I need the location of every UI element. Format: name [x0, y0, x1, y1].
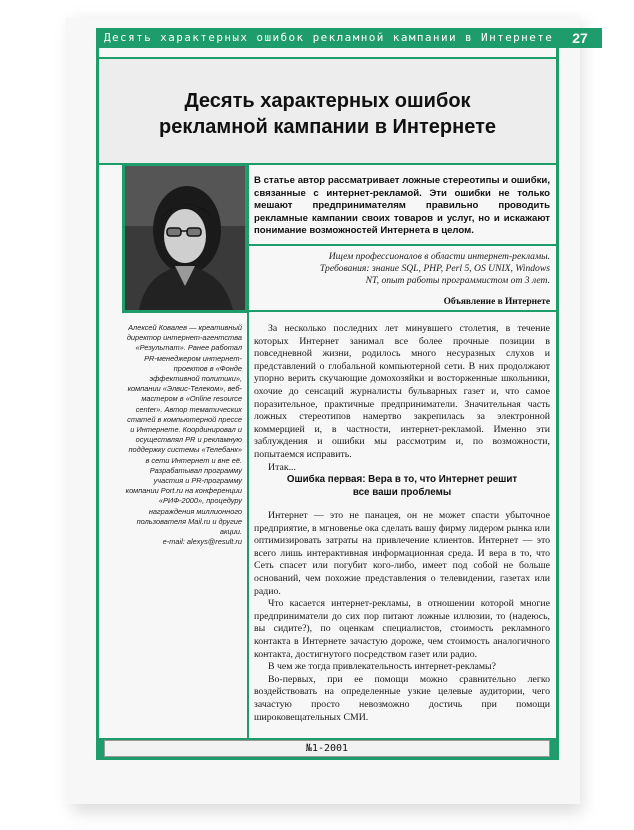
- body-paragraph: Что касается интернет-рекламы, в отношении которой многие предприниматели до сих пор питают ложные иллюзии, то (надеюсь, вы сидите?), по оценкам специалистов, стоимость рекламного контакта в Интернете зачастую дороже, чем стоимость аналогичного контакта, достигнутого посредством газет или радио.: [254, 598, 550, 660]
- body-paragraph: Интернет — это не панацея, он не может спасти убыточное предприятие, в мгновенье ока сделать вашу фирму лидером рынка или оптимизировать затраты на привлечение клиентов. Интернет — это всего лишь интерактивная информационная среда. И вера в то, что Сеть спасет или погубит кого-либо, имеет под собой не больше оснований, чем похожие представления о телевидении, газетах или радио.: [254, 510, 550, 597]
- author-bio: [124, 323, 242, 547]
- article-title-line-1: Десять характерных ошибок: [184, 90, 471, 112]
- section-heading: [254, 474, 550, 500]
- article-title-line-2: рекламной кампании в Интернете: [158, 116, 497, 138]
- body-paragraph: За несколько последних лет минувшего столетия, в течение которых Интернет занимал все более прочные позиции в повседневной жизни, родилось много несуразных слухов и представлений о глобальной компьютерной сети. В них продолжают упорно верить скучающие домохозяйки и восторженные школьники, охочие до сенсаций журналисты бульварных газет и, что самое поразительное, практичные предприниматели. Значительная часть ложных стереотипов намертво закрепилась за электронной коммерцией и, в частности, интернет-рекламой. Именно эти заблуждения и ошибки мы рассмотрим и, по возможности, попытаемся исправить.: [254, 323, 550, 460]
- section-body: [254, 510, 550, 724]
- section-heading-line-2: все ваши проблемы: [352, 486, 452, 498]
- epigraph-divider: [249, 310, 556, 312]
- author-email: e-mail: alexys@result.ru: [162, 537, 242, 547]
- frame-right-rule: [556, 48, 559, 760]
- author-bio-text: Алексей Ковалев — креативный директор интернет-агентства «Результат». Ранее работал PR-менеджером интернет-проектов в «Фонде эффективной политики», компании «Элвис-Телеком», веб-мастером в «Online resource center». Автор тематических статей в компьютерной прессе и Интернете. Координировал и осуществлял PR и рекламную поддержку системы «Телебанк» в сети Интернет и вне её. Разрабатывал программу участия и PR-программу компании Port.ru на конференции «РИФ-2000», процедуру награждения миллионного пользователя Mail.ru и другие акции.: [125, 323, 242, 537]
- body-paragraph: Во-первых, при ее помощи можно сравнительно легко воздействовать на определенные узкие целевые аудитории, чего зачастую просто невозможно достичь при помощи широковещательных СМИ.: [254, 673, 550, 723]
- section-heading-line-1: Ошибка первая: Вера в то, что Интернет решит: [286, 474, 518, 485]
- epigraph-quote: Ищем профессионалов в области интернет-рекламы. Требования: знание SQL, PHP, Perl 5, OS UNIX, Windows NT, опыт работы программистом от 3 лет.: [319, 251, 550, 286]
- epigraph-source: Объявление в Интернете: [443, 297, 550, 307]
- issue-number: №1-2001: [305, 743, 349, 754]
- column-divider: [247, 163, 249, 738]
- body-paragraph: Итак...: [268, 461, 296, 473]
- article-title: [99, 88, 556, 140]
- author-portrait-image: [125, 166, 245, 310]
- article-lead: В статье автор рассматривает ложные стереотипы и ошибки, связанные с интернет-рекламой. Эти ошибки не только мешают предпринимателям правильно проводить рекламные кампании своих товаров и услуг, но и искажают понимание возможностей Интернета в целом.: [254, 175, 550, 237]
- running-title: Десять характерных ошибок рекламной кампании в Интернете: [104, 31, 554, 44]
- page-number: 27: [572, 30, 588, 46]
- intro-section: [254, 323, 550, 474]
- lead-divider: [249, 244, 556, 246]
- author-photo: [122, 163, 248, 313]
- body-paragraph: В чем же тогда привлекательность интернет-рекламы?: [268, 661, 496, 673]
